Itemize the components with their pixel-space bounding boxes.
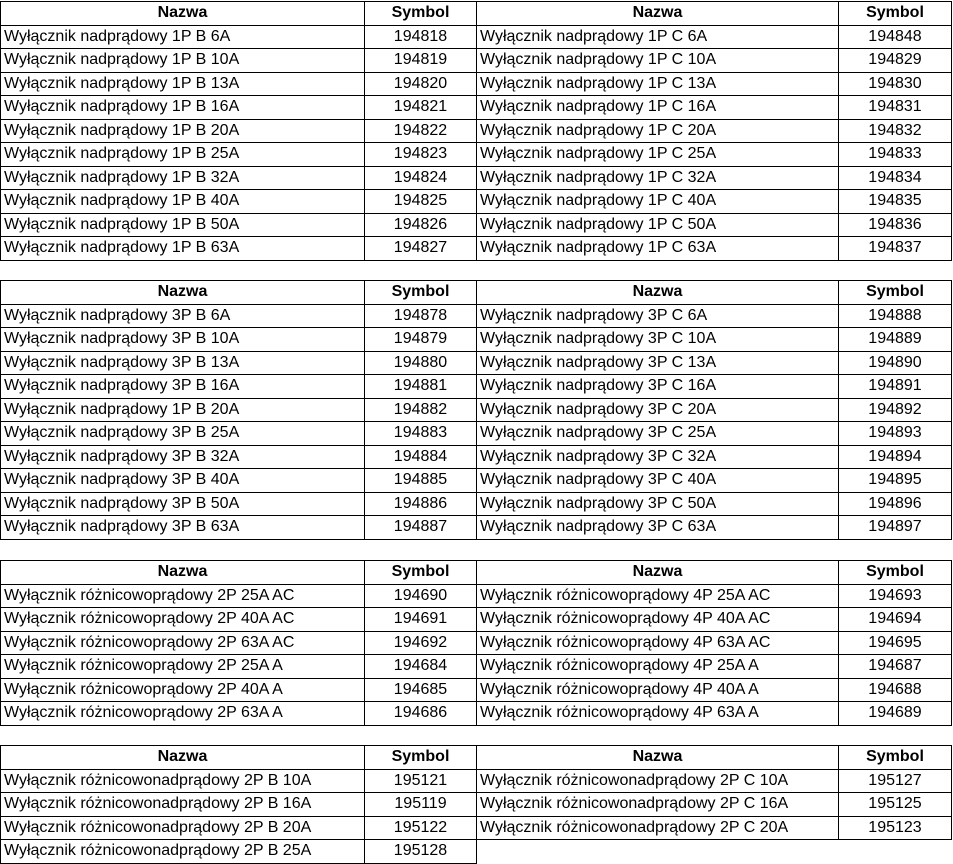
product-name-cell: Wyłącznik nadprądowy 1P C 25A bbox=[477, 143, 839, 167]
product-symbol-cell: 194821 bbox=[365, 96, 477, 120]
table-row bbox=[1, 72, 952, 96]
product-symbol-cell: 194822 bbox=[365, 119, 477, 143]
product-name-cell: Wyłącznik nadprądowy 3P C 32A bbox=[477, 445, 839, 469]
product-symbol-cell: 194889 bbox=[839, 328, 952, 352]
product-symbol-cell: 194836 bbox=[839, 213, 952, 237]
product-name-cell: Wyłącznik różnicowonadprądowy 2P B 25A bbox=[1, 840, 365, 864]
table-row bbox=[1, 445, 952, 469]
header-row bbox=[1, 746, 952, 770]
product-name-cell: Wyłącznik nadprądowy 1P B 20A bbox=[1, 119, 365, 143]
table-row bbox=[1, 422, 952, 446]
table-row bbox=[1, 49, 952, 73]
product-name-cell: Wyłącznik różnicowonadprądowy 2P B 10A bbox=[1, 769, 365, 793]
product-symbol-cell: 195125 bbox=[839, 793, 952, 817]
empty-cell bbox=[477, 840, 839, 864]
product-symbol-cell: 194825 bbox=[365, 190, 477, 214]
product-name-cell: Wyłącznik różnicowoprądowy 4P 25A AC bbox=[477, 584, 839, 608]
table-row bbox=[1, 237, 952, 261]
product-name-cell: Wyłącznik nadprądowy 3P B 63A bbox=[1, 516, 365, 540]
product-symbol-cell: 194883 bbox=[365, 422, 477, 446]
table-rcd bbox=[0, 560, 952, 726]
table-row bbox=[1, 702, 952, 726]
product-name-cell: Wyłącznik różnicowoprądowy 4P 25A A bbox=[477, 655, 839, 679]
product-name-cell: Wyłącznik nadprądowy 1P B 6A bbox=[1, 25, 365, 49]
product-symbol-cell: 194824 bbox=[365, 166, 477, 190]
table-row bbox=[1, 655, 952, 679]
product-name-cell: Wyłącznik nadprądowy 3P B 13A bbox=[1, 351, 365, 375]
product-name-cell: Wyłącznik nadprądowy 1P B 16A bbox=[1, 96, 365, 120]
product-name-cell: Wyłącznik różnicowoprądowy 2P 40A AC bbox=[1, 608, 365, 632]
product-symbol-cell: 194832 bbox=[839, 119, 952, 143]
product-symbol-cell: 194820 bbox=[365, 72, 477, 96]
table-rcbo bbox=[0, 745, 952, 864]
header-row bbox=[1, 561, 952, 585]
product-name-cell: Wyłącznik różnicowoprądowy 2P 25A AC bbox=[1, 584, 365, 608]
header-symbol: Symbol bbox=[365, 561, 477, 585]
product-name-cell: Wyłącznik nadprądowy 3P C 10A bbox=[477, 328, 839, 352]
product-name-cell: Wyłącznik nadprądowy 1P B 25A bbox=[1, 143, 365, 167]
table-row bbox=[1, 375, 952, 399]
product-name-cell: Wyłącznik nadprądowy 1P B 50A bbox=[1, 213, 365, 237]
product-symbol-cell: 195123 bbox=[839, 816, 952, 840]
product-symbol-cell: 194823 bbox=[365, 143, 477, 167]
product-symbol-cell: 194818 bbox=[365, 25, 477, 49]
table-row bbox=[1, 793, 952, 817]
product-name-cell: Wyłącznik różnicowoprądowy 2P 40A A bbox=[1, 678, 365, 702]
product-symbol-cell: 194829 bbox=[839, 49, 952, 73]
header-symbol: Symbol bbox=[365, 281, 477, 305]
product-symbol-cell: 194878 bbox=[365, 304, 477, 328]
product-symbol-cell: 194687 bbox=[839, 655, 952, 679]
product-symbol-cell: 194837 bbox=[839, 237, 952, 261]
product-name-cell: Wyłącznik nadprądowy 3P C 20A bbox=[477, 398, 839, 422]
empty-cell bbox=[839, 840, 952, 864]
header-name: Nazwa bbox=[1, 281, 365, 305]
product-name-cell: Wyłącznik nadprądowy 1P C 32A bbox=[477, 166, 839, 190]
product-name-cell: Wyłącznik różnicowoprądowy 2P 63A AC bbox=[1, 631, 365, 655]
table-row bbox=[1, 631, 952, 655]
product-symbol-cell: 195122 bbox=[365, 816, 477, 840]
product-name-cell: Wyłącznik nadprądowy 3P C 25A bbox=[477, 422, 839, 446]
product-symbol-cell: 194882 bbox=[365, 398, 477, 422]
table-row bbox=[1, 398, 952, 422]
product-name-cell: Wyłącznik nadprądowy 1P B 40A bbox=[1, 190, 365, 214]
product-symbol-cell: 194692 bbox=[365, 631, 477, 655]
header-name: Nazwa bbox=[1, 746, 365, 770]
product-symbol-cell: 194827 bbox=[365, 237, 477, 261]
table-row bbox=[1, 25, 952, 49]
product-symbol-cell: 194695 bbox=[839, 631, 952, 655]
table-3p bbox=[0, 280, 952, 540]
table-row bbox=[1, 769, 952, 793]
product-symbol-cell: 194895 bbox=[839, 469, 952, 493]
product-symbol-cell: 194684 bbox=[365, 655, 477, 679]
product-symbol-cell: 194688 bbox=[839, 678, 952, 702]
table-row bbox=[1, 840, 952, 864]
product-name-cell: Wyłącznik nadprądowy 3P B 10A bbox=[1, 328, 365, 352]
product-name-cell: Wyłącznik różnicowonadprądowy 2P C 10A bbox=[477, 769, 839, 793]
product-symbol-cell: 194689 bbox=[839, 702, 952, 726]
product-symbol-cell: 195128 bbox=[365, 840, 477, 864]
table-row bbox=[1, 608, 952, 632]
product-name-cell: Wyłącznik nadprądowy 3P B 40A bbox=[1, 469, 365, 493]
product-symbol-cell: 194893 bbox=[839, 422, 952, 446]
header-name: Nazwa bbox=[477, 746, 839, 770]
table-row bbox=[1, 143, 952, 167]
table-row bbox=[1, 351, 952, 375]
product-name-cell: Wyłącznik nadprądowy 1P B 63A bbox=[1, 237, 365, 261]
product-symbol-cell: 194691 bbox=[365, 608, 477, 632]
product-name-cell: Wyłącznik nadprądowy 3P C 13A bbox=[477, 351, 839, 375]
product-symbol-cell: 195127 bbox=[839, 769, 952, 793]
table-row bbox=[1, 816, 952, 840]
product-symbol-cell: 194690 bbox=[365, 584, 477, 608]
header-name: Nazwa bbox=[477, 2, 839, 26]
product-name-cell: Wyłącznik nadprądowy 3P C 16A bbox=[477, 375, 839, 399]
product-symbol-cell: 194826 bbox=[365, 213, 477, 237]
product-symbol-cell: 194834 bbox=[839, 166, 952, 190]
product-symbol-cell: 194831 bbox=[839, 96, 952, 120]
product-name-cell: Wyłącznik różnicowoprądowy 4P 40A A bbox=[477, 678, 839, 702]
product-name-cell: Wyłącznik nadprądowy 1P C 63A bbox=[477, 237, 839, 261]
product-symbol-cell: 195119 bbox=[365, 793, 477, 817]
product-symbol-cell: 194879 bbox=[365, 328, 477, 352]
product-symbol-cell: 194686 bbox=[365, 702, 477, 726]
product-name-cell: Wyłącznik nadprądowy 3P C 50A bbox=[477, 492, 839, 516]
product-name-cell: Wyłącznik nadprądowy 3P C 63A bbox=[477, 516, 839, 540]
header-symbol: Symbol bbox=[839, 746, 952, 770]
product-name-cell: Wyłącznik nadprądowy 3P B 32A bbox=[1, 445, 365, 469]
header-name: Nazwa bbox=[477, 281, 839, 305]
header-symbol: Symbol bbox=[365, 746, 477, 770]
product-symbol-cell: 194835 bbox=[839, 190, 952, 214]
product-name-cell: Wyłącznik nadprądowy 1P B 13A bbox=[1, 72, 365, 96]
product-name-cell: Wyłącznik różnicowoprądowy 2P 63A A bbox=[1, 702, 365, 726]
table-row bbox=[1, 304, 952, 328]
product-name-cell: Wyłącznik różnicowoprądowy 4P 63A A bbox=[477, 702, 839, 726]
header-symbol: Symbol bbox=[839, 281, 952, 305]
product-symbol-cell: 194881 bbox=[365, 375, 477, 399]
product-name-cell: Wyłącznik nadprądowy 1P B 10A bbox=[1, 49, 365, 73]
product-name-cell: Wyłącznik nadprądowy 1P C 6A bbox=[477, 25, 839, 49]
header-name: Nazwa bbox=[1, 2, 365, 26]
table-row bbox=[1, 469, 952, 493]
table-row bbox=[1, 678, 952, 702]
product-name-cell: Wyłącznik nadprądowy 1P C 16A bbox=[477, 96, 839, 120]
table-row bbox=[1, 516, 952, 540]
table-row bbox=[1, 328, 952, 352]
product-name-cell: Wyłącznik nadprądowy 1P B 20A bbox=[1, 398, 365, 422]
table-row bbox=[1, 584, 952, 608]
product-name-cell: Wyłącznik nadprądowy 3P C 40A bbox=[477, 469, 839, 493]
table-row bbox=[1, 96, 952, 120]
product-symbol-cell: 194890 bbox=[839, 351, 952, 375]
table-row bbox=[1, 119, 952, 143]
product-name-cell: Wyłącznik nadprądowy 1P C 13A bbox=[477, 72, 839, 96]
product-symbol-cell: 195121 bbox=[365, 769, 477, 793]
header-symbol: Symbol bbox=[365, 2, 477, 26]
product-name-cell: Wyłącznik różnicowonadprądowy 2P C 20A bbox=[477, 816, 839, 840]
header-row bbox=[1, 281, 952, 305]
header-name: Nazwa bbox=[477, 561, 839, 585]
product-symbol-cell: 194888 bbox=[839, 304, 952, 328]
product-name-cell: Wyłącznik różnicowoprądowy 4P 40A AC bbox=[477, 608, 839, 632]
product-name-cell: Wyłącznik nadprądowy 3P B 25A bbox=[1, 422, 365, 446]
product-symbol-cell: 194887 bbox=[365, 516, 477, 540]
product-symbol-cell: 194897 bbox=[839, 516, 952, 540]
header-symbol: Symbol bbox=[839, 561, 952, 585]
header-name: Nazwa bbox=[1, 561, 365, 585]
product-name-cell: Wyłącznik różnicowoprądowy 2P 25A A bbox=[1, 655, 365, 679]
product-symbol-cell: 194885 bbox=[365, 469, 477, 493]
product-symbol-cell: 194833 bbox=[839, 143, 952, 167]
product-name-cell: Wyłącznik nadprądowy 3P C 6A bbox=[477, 304, 839, 328]
product-name-cell: Wyłącznik różnicowoprądowy 4P 63A AC bbox=[477, 631, 839, 655]
product-name-cell: Wyłącznik nadprądowy 1P C 10A bbox=[477, 49, 839, 73]
product-name-cell: Wyłącznik nadprądowy 1P B 32A bbox=[1, 166, 365, 190]
product-name-cell: Wyłącznik różnicowonadprądowy 2P B 20A bbox=[1, 816, 365, 840]
product-symbol-cell: 194894 bbox=[839, 445, 952, 469]
product-name-cell: Wyłącznik różnicowonadprądowy 2P B 16A bbox=[1, 793, 365, 817]
product-symbol-cell: 194693 bbox=[839, 584, 952, 608]
product-name-cell: Wyłącznik nadprądowy 1P C 50A bbox=[477, 213, 839, 237]
product-symbol-cell: 194892 bbox=[839, 398, 952, 422]
product-name-cell: Wyłącznik nadprądowy 1P C 20A bbox=[477, 119, 839, 143]
product-name-cell: Wyłącznik nadprądowy 3P B 16A bbox=[1, 375, 365, 399]
header-symbol: Symbol bbox=[839, 2, 952, 26]
product-symbol-cell: 194694 bbox=[839, 608, 952, 632]
header-row bbox=[1, 2, 952, 26]
product-symbol-cell: 194819 bbox=[365, 49, 477, 73]
product-symbol-cell: 194896 bbox=[839, 492, 952, 516]
product-symbol-cell: 194891 bbox=[839, 375, 952, 399]
product-name-cell: Wyłącznik nadprądowy 3P B 6A bbox=[1, 304, 365, 328]
product-name-cell: Wyłącznik nadprądowy 3P B 50A bbox=[1, 492, 365, 516]
table-row bbox=[1, 213, 952, 237]
table-row bbox=[1, 190, 952, 214]
product-name-cell: Wyłącznik różnicowonadprądowy 2P C 16A bbox=[477, 793, 839, 817]
table-1p bbox=[0, 1, 952, 261]
product-symbol-cell: 194884 bbox=[365, 445, 477, 469]
table-row bbox=[1, 166, 952, 190]
table-row bbox=[1, 492, 952, 516]
product-symbol-cell: 194886 bbox=[365, 492, 477, 516]
product-symbol-cell: 194685 bbox=[365, 678, 477, 702]
product-symbol-cell: 194830 bbox=[839, 72, 952, 96]
product-symbol-cell: 194880 bbox=[365, 351, 477, 375]
product-name-cell: Wyłącznik nadprądowy 1P C 40A bbox=[477, 190, 839, 214]
product-symbol-cell: 194848 bbox=[839, 25, 952, 49]
